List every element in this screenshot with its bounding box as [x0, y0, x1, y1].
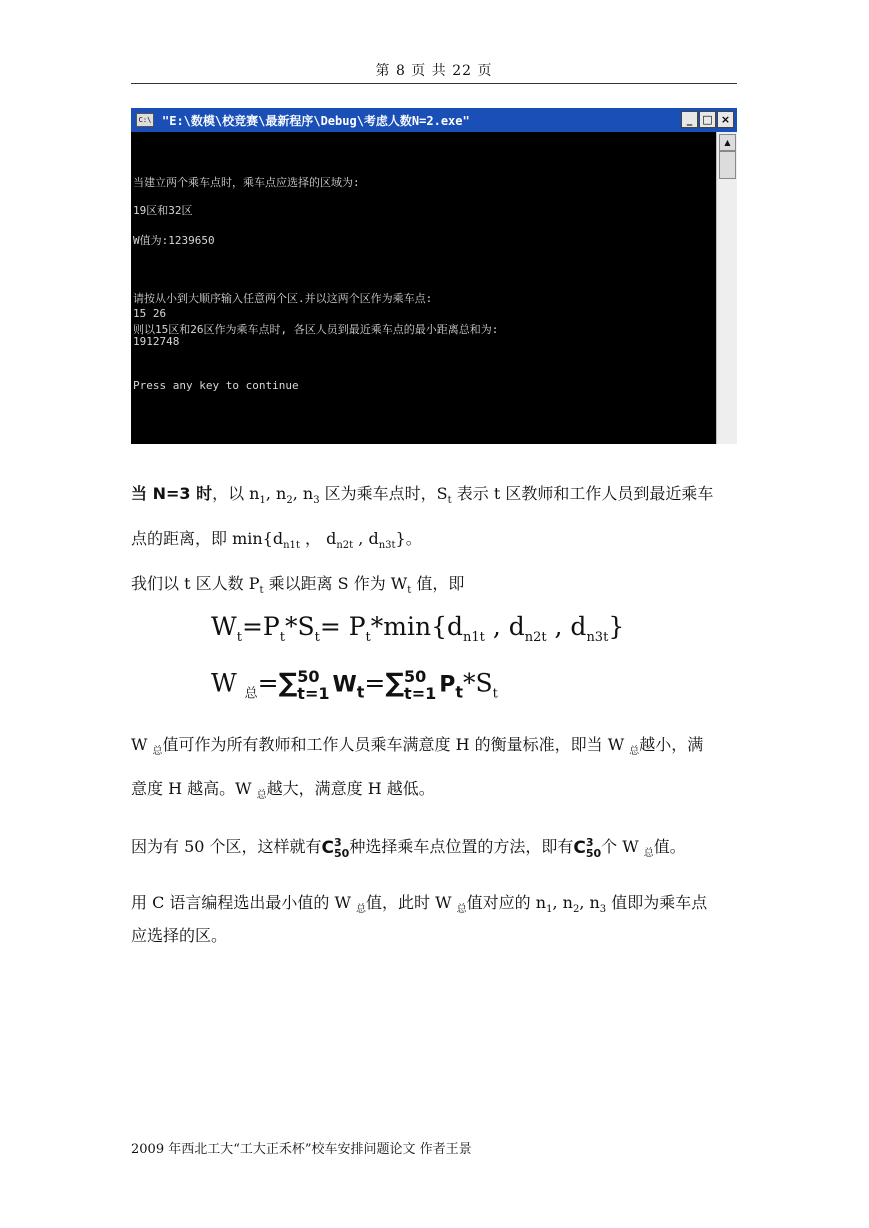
- console-line: 15 26: [133, 307, 167, 320]
- equation-wtotal: W $_总$=∑ 50 t=1 $W_t=\sum$ 50 t=1 $P_t*S_t$: [211, 667, 498, 703]
- combination-symbol: C 3 50: [573, 835, 602, 860]
- console-window: [131, 108, 737, 444]
- page-footer: 2009 年西北工大“工大正禾杯”校车安排问题论文 作者王景: [131, 1142, 472, 1157]
- paragraph-satisfaction-1: W $_总$值可作为所有教师和工作人员乘车满意度 H 的衡量标准，即当 W $_总$越小，满: [131, 735, 704, 757]
- equation-wt: $W_t=P_t*S_t= P_t*\min\{d_{n1t}$ , $d_{n2t}$ , $d_{n3t}$}: [211, 612, 625, 645]
- console-line: 19区和32区: [133, 204, 193, 217]
- console-line: Press any key to continue: [133, 379, 299, 392]
- paragraph-distance-def: 点的距离，即 $\min\{d_{n1t}$ ， $d_{n2t}$ , $d_{n3t}$}。: [131, 529, 422, 551]
- sum-limits: 50 t=1: [404, 667, 437, 703]
- paragraph-combinations: 因为有 50 个区，这样就有C 3 50 种选择乘车点位置的方法，即有C 3 50 个 W $_总$值。: [131, 835, 686, 860]
- console-line: 1912748: [133, 335, 180, 348]
- console-line: W值为:1239650: [133, 234, 215, 247]
- close-button[interactable]: ×: [717, 111, 734, 128]
- paragraph-n3-intro: 当 N=3 时，以 $n_1$, $n_2$, $n_3$ 区为乘车点时，$S_t$ 表示 t 区教师和工作人员到最近乘车: [131, 484, 714, 506]
- console-line: 则以15区和26区作为乘车点时, 各区人员到最近乘车点的最小距离总和为:: [133, 323, 499, 336]
- console-title: "E:\数模\校竞赛\最新程序\Debug\考虑人数N=2.exe": [162, 113, 470, 128]
- console-output: [131, 132, 717, 444]
- scroll-thumb[interactable]: [719, 151, 736, 179]
- paragraph-conclusion: 应选择的区。: [131, 926, 228, 945]
- console-line: 请按从小到大顺序输入任意两个区.并以这两个区作为乘车点:: [133, 292, 433, 305]
- header-rule: [131, 83, 737, 84]
- maximize-button[interactable]: □: [699, 111, 716, 128]
- console-line: 当建立两个乘车点时，乘车点应选择的区域为:: [133, 176, 360, 189]
- page-header: 第 8 页 共 22 页: [375, 63, 493, 79]
- combination-symbol: C 3 50: [321, 835, 350, 860]
- scroll-up-icon[interactable]: ▲: [719, 134, 736, 151]
- sum-limits: 50 t=1: [297, 667, 330, 703]
- paragraph-satisfaction-2: 意度 H 越高。W $_总$越大，满意度 H 越低。: [131, 779, 435, 801]
- sum-symbol: ∑: [278, 668, 298, 699]
- console-app-icon: C:\: [136, 113, 154, 127]
- console-titlebar[interactable]: [131, 108, 737, 132]
- console-scrollbar[interactable]: [716, 132, 737, 444]
- paragraph-weight-def: 我们以 t 区人数 $P_t$ 乘以距离 S 作为 $W_t$ 值，即: [131, 574, 465, 596]
- sum-symbol: ∑: [385, 668, 405, 699]
- paragraph-programming: 用 C 语言编程选出最小值的 W $_总$值，此时 W $_总$值对应的 $n_1$, $n_2$, $n_3$ 值即为乘车点: [131, 893, 708, 915]
- minimize-button[interactable]: _: [681, 111, 698, 128]
